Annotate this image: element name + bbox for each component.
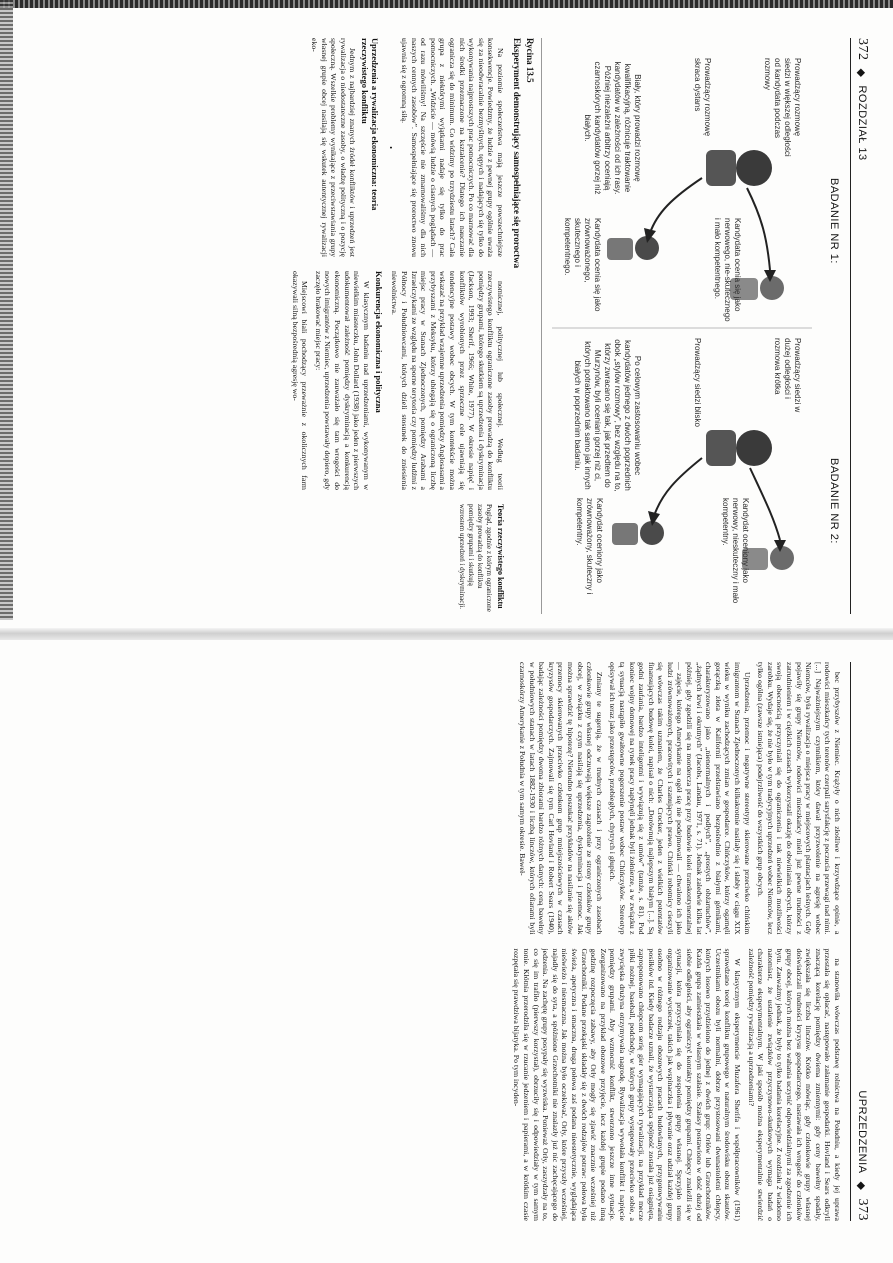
book-gutter — [0, 628, 893, 640]
right-col1-paragraph-1: bec przybyszów z Niemiec. Krążyły o nich złośliwe i krzywdzące opinie, a rodowici mieszkańcy tych terenów czerpali satysfakcję z poczucia przewagi nad nimi. [...] Najważniejszym czynnikiem, który dawał przyzwolenie na agresję wobec Niemców, była rywalizacja o miejsca pracy w miejscowych plantacjach leśnych. Gdy pojawiły się grupy Niemców, rodowici mieszkańcy mieli już pewne trudności z zatrudnieniem i w ciężkich czasach wykorzystali okazję do obwiniania obcych, którzy swoją obecnością przyczyniali się do ograniczenia i tak niewielkich możliwości zarobku. Wydaje się, że nie było w tym tradycyjnych uprzedzeń wobec Niemców, lecz tylko ogólna (zawsze istniejąca) podejrzliwość do wszystkich grup obcych. — [756, 662, 842, 935]
section-heading-realistic-conflict: Uprzedzenia a rywalizacja ekonomiczna: teoria rzeczywistego konfliktu — [360, 38, 381, 211]
panel2-caption: Po celowym zastosowaniu wobec kandydatów jednego z dwóch poprzednich obok „stylów rozmowy”, bez względu na to, którzy zwracano się tak, jak przedtem do Murzynów, byli oceniani gorzej niż ci, których potraktowano tak samo jak innych białych w poprzednim badaniu. — [573, 339, 642, 492]
panel2-interviewer-icon — [706, 430, 772, 466]
panel1-outcome-negative: Kandydata ocenia się jako nerwowego, nie-skutecznego i mało kompetentnego. — [713, 218, 742, 322]
section-bullet: • — [386, 146, 396, 149]
right-chapter-title: UPRZEDZENIA — [856, 1090, 868, 1174]
glossary-definition: Pogląd, zgodnie z którym ograniczone zasoby prowadzą do konfliktu pomiędzy grupami i skutkują wzrostem uprzedzeń i dyskryminacji. — [458, 504, 493, 612]
figure-label: Rycina 13.5 — [525, 38, 535, 83]
panel1-arrow-a — [747, 188, 770, 270]
glossary-sidebar — [286, 504, 505, 614]
panel2-node-far: Prowadzący siedzi w dużej odległości i rozmowa krótka — [773, 338, 802, 413]
panel1-node-near: Prowadzący rozmowę skraca dystans — [693, 58, 712, 137]
subheading-economic-competition: Konkurencja ekonomiczna i polityczna — [373, 271, 384, 413]
right-col1-paragraph-2: Uprzedzenia, przemoc i negatywne stereotypy skierowane przeciwko chińskim imigrantom w Stanach Zjednoczonych kilkakrotnie nasilały się i słabły w ciągu XIX wieku w wyniku zachodzących zmian w gospodarce. Chińczyków, którzy ogarnęli gorączką złota w Kalifornii przedstawiano bezpośrednio z białymi górnikami, charakteryzowano jako „nienormalnych i podłych”, „prostych obżartuchów”, „żądnych krwi i okrutnych” (Jacobs, Landau, 1971, s. 71). Jednak zaledwie kilka lat później, gdy zgodzili się na mordercza pracę przy budowie kolei transkontynentalnej — zajęcie, którego Amerykanie na ogół się nie podejmowali — chwalono ich jako ludzi zrównoważonych, pracowitych i szanujących prawo. Chiński robotnicy cieszyli się wówczas takim uznaniem, że Charles Crocker, jeden z wielkich potentatów finansujących budowę kolei, napisał o nich: „Dorównują najlepszym białym [...]. Są godni zaufania, bardzo inteligentni i wywiązują się z umów” (tamże, s. 81). Pod koniec wojny domowej na rynek pracy napłynęli jednak byli żołnierze, a w związku z tą sytuacją nastąpiło gwałtowne pogorszenie postaw wobec Chińczyków. Stereotyp opisywał ich teraz jako przestępców, przebiegłych, chytrych i głupich. — [608, 662, 752, 935]
left-col2-quote: Miejscowi biali pochodzący przeważnie z okolicznych farm okazywali silną bezpośrednią agresję wo- — [290, 271, 310, 490]
panel2-node-near: Prowadzący siedzi blisko — [693, 338, 702, 427]
figure-caption: Eksperyment demonstrujący samospełniające się proroctwa — [512, 38, 522, 269]
panel1-node-far: Prowadzący rozmowę siedzi w większej odległości od kandydata podczas rozmowy — [763, 58, 802, 157]
panel1-title: BADANIE NR 1: — [828, 178, 840, 264]
left-col2-paragraph-1: nomicznej, politycznej lub społecznej. Według teorii rzeczywistego konfliktu ograniczone zasoby prowadzą do konfliktu pomiędzy grupami, którego skutkiem są uprzedzenia i dyskryminacja (Jackson, 1993; Sherif, 1966; White, 1977). W okresie napięć i konfliktów wyrobionych przez sprzeczne cele ujawniają się tendencyjne postawy wobec obcych. W tym kontekście można wskazać na przykład wzajemne uprzedzenia pomiędzy Anglosasami a przybyszami z Meksyku, którzy ubiegają się o ograniczoną liczbę miejsc pracy w Stanach Zjednoczonych, pomiędzy Arabami a Izraelczykami ze względu na sporne terytoria czy pomiędzy ludźmi z Północy i Południowcami, których dzieli stosunek do zniesienia niewolnictwa. — [390, 271, 505, 490]
left-col1-paragraph-2: Jednym z najbardziej znanych źródeł konfliktów i uprzedzeń jest rywalizacja o niedostateczne zasoby, o władzę polityczną i o pozycję społeczną. Wszelkie problemy wynikające z przeciwstawiania grupy własnej grupie obcej nasilają się wskutek autentycznej rywalizacji eko- — [310, 38, 358, 257]
left-running-head — [850, 38, 873, 614]
left-column-2 — [286, 271, 505, 490]
right-col2-paragraph-2: W klasycznym eksperymencie Muzafera Sherifa i współpracowników (1961) sprawdzano teorię konfliktu grupowego w naturalnym środowisku obozu skautów. Uczestnikami obozu byli normalni, dobrze przystosowani dwunastoletni chłopcy, których losowo przydzielono do jednej z dwóch grup: Orłów lub Grzechotników. Każda grupa zamieszkała w własnym szałasie. Szałasy postawiono w dość dużej od siebie odległości, aby ograniczyć kontakty pomiędzy grupami. Chłopcy znaleźli się w sytuacji, która przyczyniała się do zespolenia grupy własnej. Sprzyjało temu organizowanie wycieczek, takich jak wspinaczka i pływanie oraz udział każdej grupy osobno w różnego rodzaju obozowych pracach budowlanych, przygotowywaniu posiłków itd. Kiedy badacze uznali, że wystarczająca spójność została już osiągnięta, zaproponowano chłopcom serię gier wymagających rywalizacji, na przykład mecze piłki nożnej, baseball, podchody, w których grupy występowały przeciwko sobie, a zwycięska drużyna otrzymywała nagrodę. Rywalizacja wywołała konflikt i napięcie pomiędzy grupami. Aby wzmocnić konflikt, stworzono jeszcze inne sytuacje. Zorganizowano na przykład obozowe przyjęcie, lecz każdej grupie podano inną godzinę rozpoczęcia zabawy, aby Orły mogły się zjawić znacznie wcześniej niż Grzechotniki. Podane przekąski składały się z dwóch rodzajów potraw: połowa była świeża, apetyczna i smaczna, druga połowa zaś podana nieestetycznie, wyglądająca nieświeżo i niesmaczna. Jak można było oczekiwać, Orły, które przyszły wcześniej, najadły się do syta, a spóźnione Grzechotniki nie znalazły już nic zachęcającego do jedzenia. Na zachętę grupy posypały się wyzwiska. Ponieważ Orły, zaszydzały na to, co się im trafiło (pierwszy korzystał), obrzuciły się i odpowiedziały w tym samym tonie. Kłótnia przerodziła się w rzucanie jedzeniem i papierami, a w krótkim czasie rozpętała się prawdziwa bijatyka. Po tym incyden- — [512, 948, 743, 1221]
panel2-candidate-icon-2 — [612, 521, 664, 545]
left-head-separator: ◆ — [855, 68, 868, 78]
left-col1-paragraph-1: Na poziomie społeczeństwa mają jeszcze powszechniejsze konsekwencje. Powiedzmy, że ludzie z pewnej grupy ogólnie uważa się za nieodwracalnie bezmyślnych, tępych i nadających się tylko do wykonywania najprostszych prac pomocniczych. Po co marnować dla nich środki przeznaczone na kształcenie? Dlatego ich nauczanie ogranicza się do minimum. Co widzimy po trzydziestu latach? Cała grupa z niektórymi wyjątkami nadaje się tylko do prac pomocniczych. „Widzicie — mówią ludzie o ciasnych poglądach — od razu mówiliśmy! Na szczęście nie zmarnowaliśmy dla nich naszych cennych zasobów”. Samospełniające się proroctwo znowu ujawnia się z ogromną siłą. — [400, 38, 505, 257]
right-running-head — [850, 662, 873, 1221]
left-col2-paragraph-2: W klasycznym badaniu nad uprzedzeniami, wykonywanym w niewielkim miasteczku, John Dollard (1938) jako jeden z pierwszych udokumentował zależność pomiędzy dyskryminacją a konkurencją ekonomiczną. Początkowo nie zauważało się tam wrogości do nowych imigrantów z Niemiec, uprzedzenia powstawały dopiero, gdy zaczęło brakować miejsc pracy: — [313, 271, 371, 490]
panel2-outcome-negative: Kandydat oceniony jako nerwowy, nieskuteczny i mało kompetentny. — [721, 498, 750, 604]
panel1-outcome-positive: Kandydata ocenia się jako zrównoważonego, skutecznego i kompetentnego. — [563, 218, 602, 312]
left-columns — [286, 38, 505, 614]
right-column-2 — [508, 949, 842, 1222]
panel2-title: BADANIE NR 2: — [828, 458, 840, 544]
right-head-separator: ◆ — [855, 1181, 868, 1191]
right-column-1 — [508, 662, 842, 935]
right-page-number: 373 — [855, 1198, 870, 1221]
panel1-arrow-b — [650, 178, 702, 233]
left-chapter-title: ROZDZIAŁ 13 — [856, 85, 868, 161]
left-page-number: 372 — [855, 38, 870, 61]
panel1-candidate-icon-2 — [607, 236, 659, 260]
right-columns — [508, 662, 842, 1221]
right-page — [0, 640, 893, 1263]
right-col2-paragraph-1: na stanowiła wówczas podstawę rolnictwa na Południu, a kiedy jej uprawa przestała się opłacać, następowało załamanie gospodarki. Hovland i Sears odkryli znaczącą korelację pomiędzy dwiema zmiennymi: gdy ceny bawełny spadały, zwiększała się liczba linczów. Krótko mówiąc, gdy członkowie grupy własnej doświadczali trudności kryzysu gospodarczego, nastawała ich wrogość do członków grupy obcej, których można bez wahania uczynić odpowiedzialnymi za zgodzenie ich bytu. Zauważmy jednak, że były to tylko badania korelacyjne. Z rozdziału 2 wiadomo natomiast, że ustalenie związków przyczynowo-skutkowych wymaga badań o charakterze eksperymentalnym. W jaki sposób można eksperymentalnie stwierdzić zależność pomiędzy rywalizacją a uprzedzeniami? — [746, 948, 842, 1221]
left-column-1 — [286, 38, 505, 257]
experiment-figure — [541, 38, 842, 614]
glossary-term: Teoria rzeczywistego konfliktu — [496, 504, 505, 609]
panel2-outcome-positive: Kandydat oceniony jako zrównoważony, skuteczny i kompetentny. — [575, 498, 604, 595]
panel1-caption: Biały, który prowadzi rozmowę kwalifikacyjną, różnicuje traktowanie kandydatów w zależności od ich rasy. Później niezależni arbitrzy oceniają czarnoskórych kandydatów gorzej niż białych. — [583, 61, 642, 195]
right-col1-paragraph-3: Zmiany te sugerują, że w trudnych czasach i przy ograniczonych zasobach członkowie grupy własnej odczuwają większe zagrożenie ze strony członków grupy obcej, w związku z czym nasilają się uprzedzenia, dyskryminacja i przemoc. Jak można sprawdzić tę hipotezę? Nietrudno poszukać przykładów na nasilanie się aktów przemocy skierowanych przeciwko członkom grup mniejszościowych w czasach kryzysów gospodarczych. Zajmowali się tym Carl Hovland i Robert Sears (1940), badając zależności pomiędzy dwoma zbiorami bardzo różnych danych: ceną bawełny w południowych stanach w latach 1882-1930 i liczbą linczów, których ofiarami byli czarnoskórzy Amerykanie z Południa w tym samym okresie. Baweł- — [518, 662, 604, 935]
